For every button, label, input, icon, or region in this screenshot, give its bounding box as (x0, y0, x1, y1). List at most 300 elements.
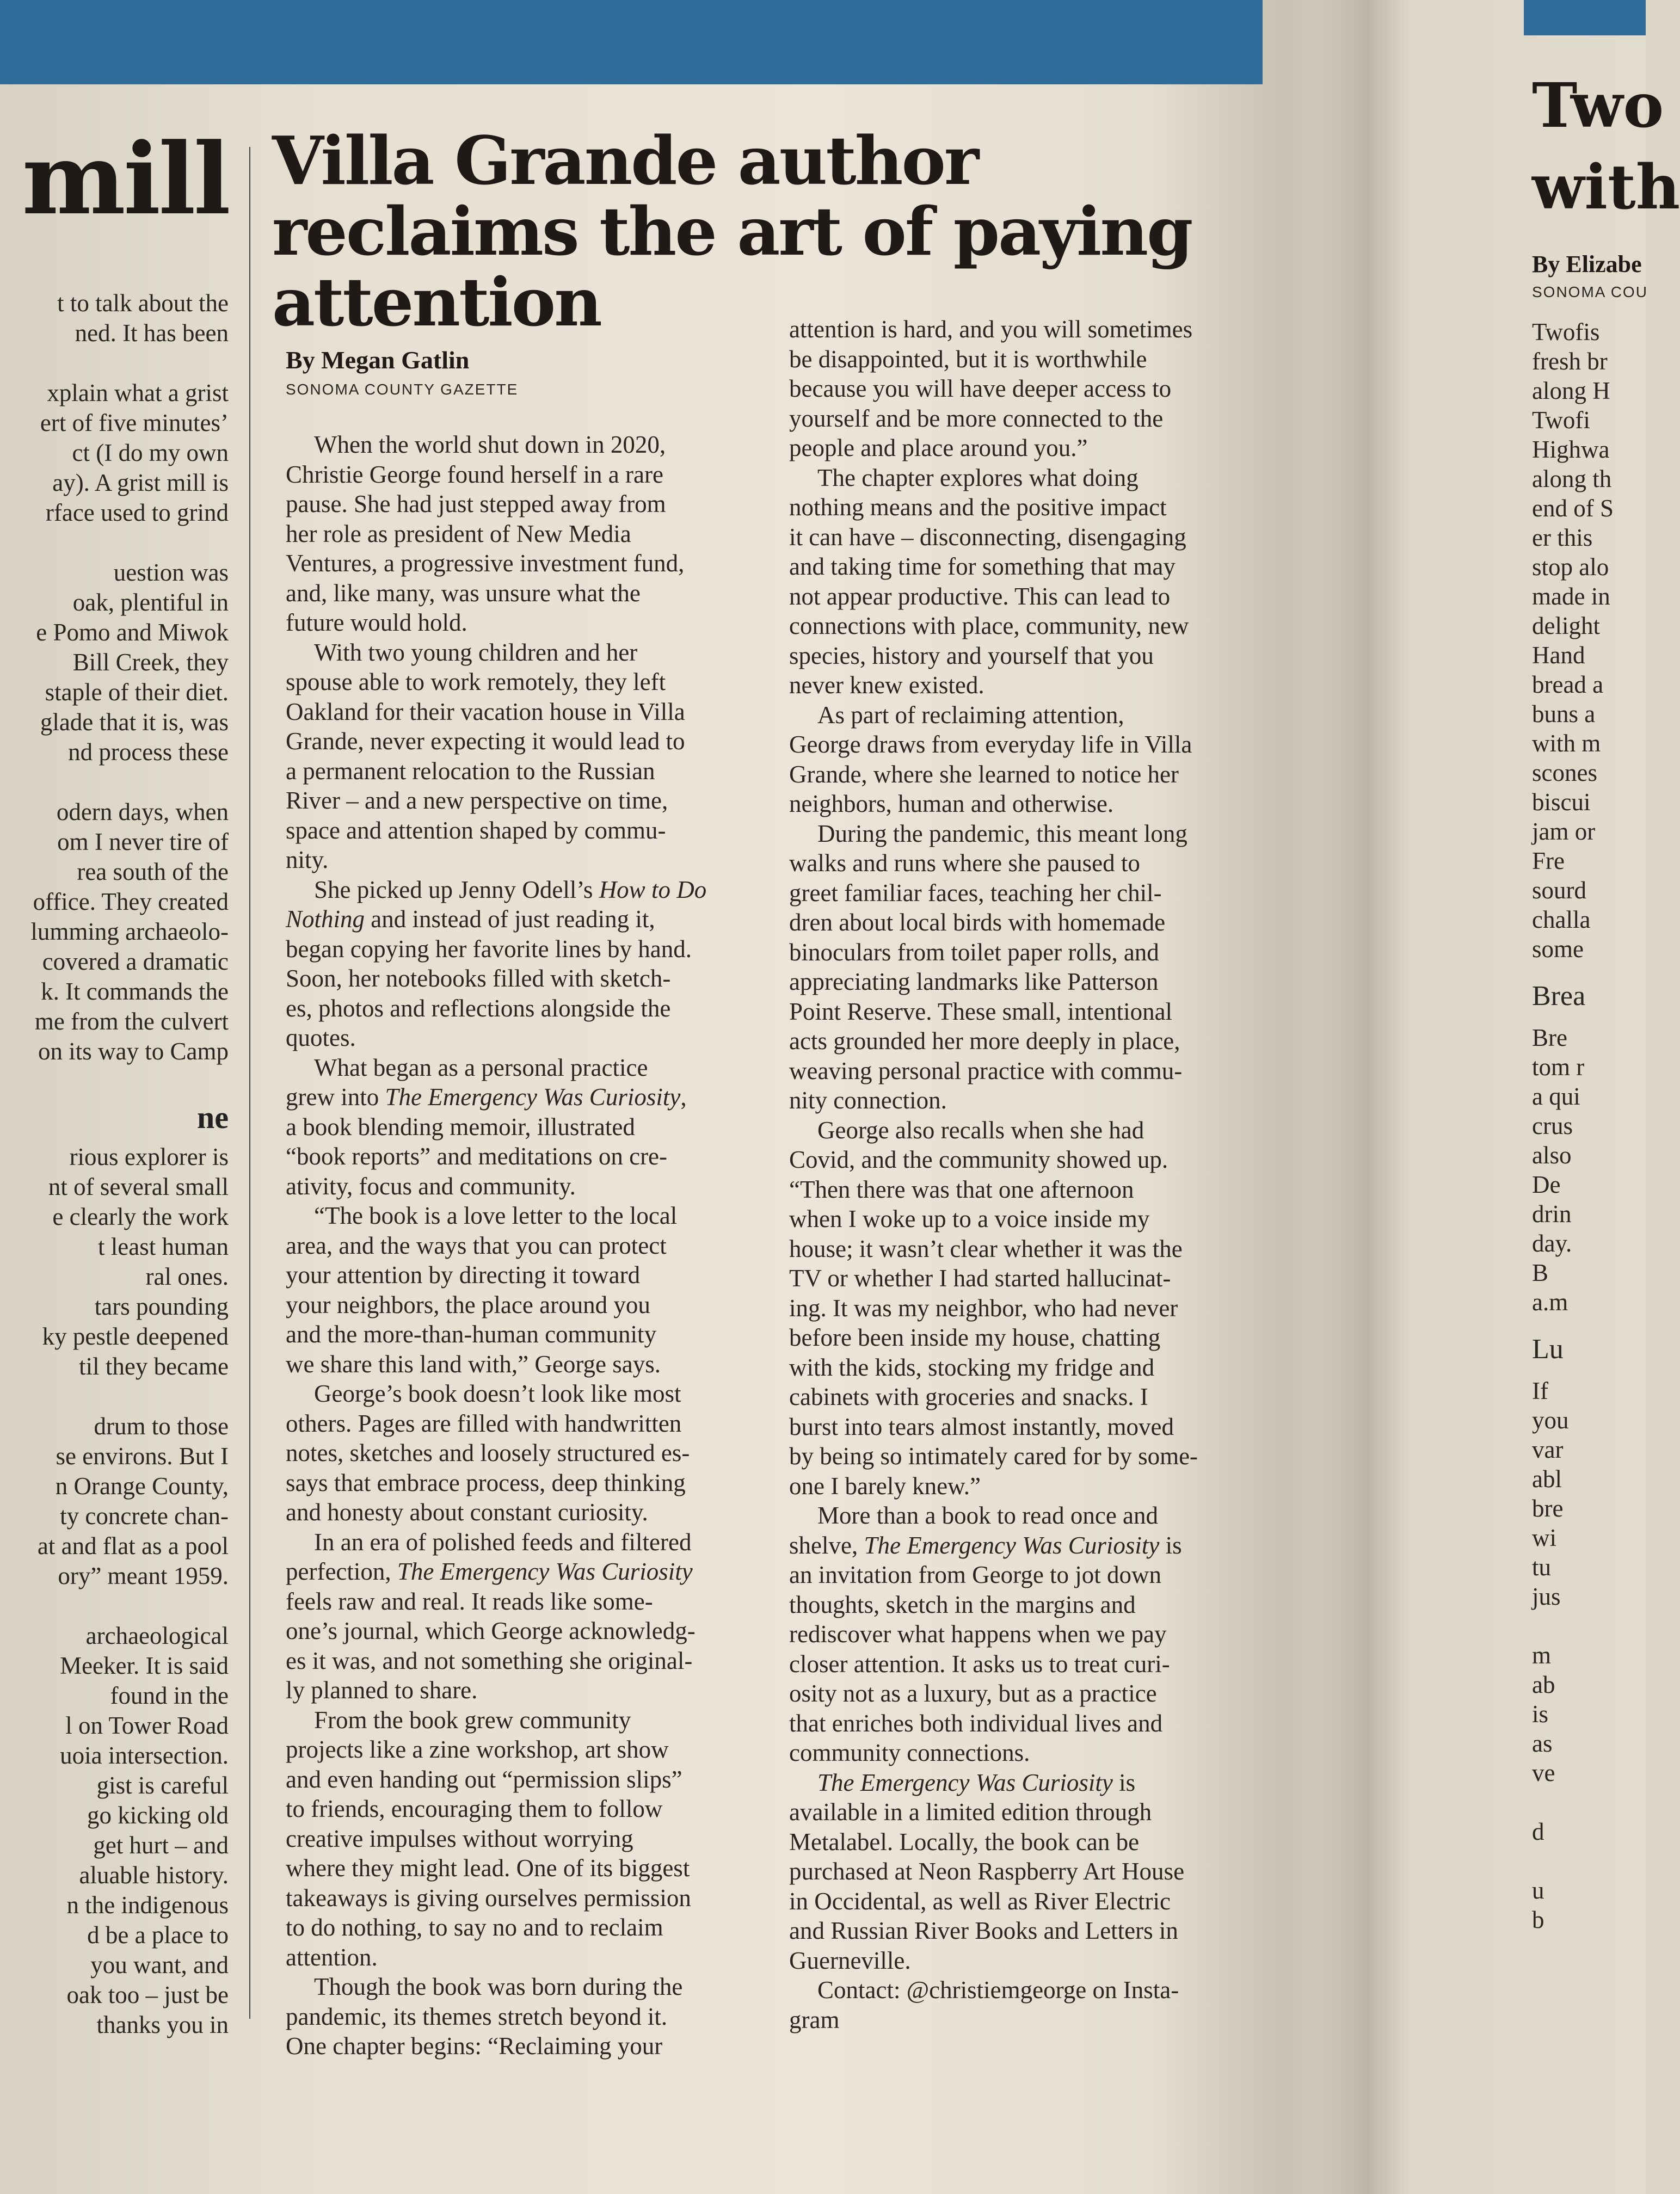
text-run: greet familiar faces, teaching her chil- (789, 879, 1162, 907)
text-line (286, 430, 776, 460)
text-line (789, 463, 1295, 493)
text-line: me from the culvert (34, 1008, 229, 1035)
text-line (286, 994, 776, 1024)
text-run: Point Reserve. These small, intentional (789, 997, 1173, 1025)
text-line: day. (1532, 1230, 1572, 1257)
text-line: ve (1532, 1759, 1555, 1786)
text-line: odern days, when (56, 798, 229, 825)
text-line: bre (1532, 1495, 1564, 1522)
text-line (286, 1587, 776, 1617)
right-article (1532, 65, 1680, 1934)
text-run: when I woke up to a voice inside my (789, 1205, 1150, 1232)
text-run: Christie George found herself in a rare (286, 460, 663, 488)
text-line (286, 1497, 776, 1527)
text-line: m (1532, 1642, 1552, 1669)
text-run: “The book is a love letter to the local (314, 1202, 678, 1229)
text-line: nd process these (68, 738, 229, 766)
text-line (789, 908, 1295, 938)
text-line: along th (1532, 465, 1612, 492)
text-line (286, 548, 776, 578)
text-line (286, 460, 776, 490)
text-line (789, 433, 1295, 463)
right-article-headline-1: Two (1532, 70, 1664, 141)
text-run: neighbors, human and otherwise. (789, 790, 1114, 817)
text-line: found in the (110, 1682, 229, 1709)
text-line: with m (1532, 730, 1601, 757)
text-run: and instead of just reading it, (365, 905, 655, 933)
text-line: Twofis (1532, 318, 1600, 346)
text-run: available in a limited edition through (789, 1798, 1152, 1826)
text-line (789, 1649, 1295, 1679)
text-line: oak too – just be (66, 1981, 229, 2008)
text-run: cabinets with groceries and snacks. I (789, 1383, 1148, 1410)
text-line (789, 967, 1295, 997)
text-run: ly planned to share. (286, 1677, 478, 1704)
text-run: One chapter begins: “Reclaiming your (286, 2032, 663, 2060)
book-title-italic: Nothing (286, 905, 365, 933)
text-line: ral ones. (145, 1263, 229, 1290)
text-line (286, 1824, 776, 1854)
right-article-affiliation: SONOMA COU (1532, 284, 1648, 300)
text-line (789, 2005, 1295, 2035)
text-run: dren about local birds with homemade (789, 909, 1166, 936)
text-line (286, 1349, 776, 1379)
book-title-italic: The Emergency Was Curiosity (397, 1558, 693, 1585)
text-line: rious explorer is (69, 1143, 229, 1170)
text-line (286, 1735, 776, 1765)
text-line: abl (1532, 1465, 1562, 1493)
text-line (789, 1264, 1295, 1293)
text-run: TV or whether I had started hallucinat- (789, 1265, 1171, 1292)
text-line: ty concrete chan- (60, 1502, 229, 1530)
text-line (789, 848, 1295, 878)
text-run: appreciating landmarks like Patterson (789, 968, 1159, 995)
text-run: we share this land with,” George says. (286, 1350, 661, 1378)
text-run: community connections. (789, 1739, 1030, 1766)
text-run: is (1159, 1531, 1182, 1559)
text-line (789, 730, 1295, 760)
text-line (789, 1441, 1295, 1471)
text-run: species, history and yourself that you (789, 642, 1154, 669)
text-run: Grande, never expecting it would lead to (286, 728, 685, 755)
text-line (789, 1768, 1295, 1798)
text-run: says that embrace process, deep thinking (286, 1469, 686, 1496)
text-line (286, 1290, 776, 1320)
text-line (286, 1172, 776, 1201)
text-line (789, 670, 1295, 700)
text-line: covered a dramatic (42, 948, 229, 975)
text-run: a book blending memoir, illustrated (286, 1113, 635, 1141)
text-line: thanks you in (96, 2011, 229, 2038)
text-run: future would hold. (286, 609, 467, 636)
text-line: drum to those (94, 1413, 229, 1440)
text-line (286, 726, 776, 756)
text-run: not appear productive. This can lead to (789, 582, 1171, 610)
text-line (286, 964, 776, 994)
text-run: Grande, where she learned to notice her (789, 760, 1179, 788)
text-line (286, 697, 776, 727)
text-line (789, 1026, 1295, 1056)
paragraph-gap (0, 1382, 229, 1412)
text-line (286, 667, 776, 697)
text-line (789, 819, 1295, 849)
text-line (286, 1201, 776, 1231)
text-line: rea south of the (77, 858, 229, 885)
text-run: in Occidental, as well as River Electric (789, 1887, 1171, 1915)
text-run: area, and the ways that you can protect (286, 1231, 667, 1259)
text-line (286, 1468, 776, 1498)
text-line: uestion was (113, 559, 229, 586)
text-run: before been inside my house, chatting (789, 1324, 1161, 1351)
text-line (789, 760, 1295, 790)
text-run: yourself and be more connected to the (789, 404, 1164, 432)
text-line (789, 1234, 1295, 1264)
text-line: as (1532, 1730, 1553, 1757)
text-run: attention. (286, 1943, 378, 1971)
text-line (789, 1946, 1295, 1976)
text-run: thoughts, sketch in the margins and (789, 1591, 1136, 1618)
text-run: Though the book was born during the (314, 1973, 683, 2000)
text-line: l on Tower Road (65, 1712, 229, 1739)
text-line: you (1532, 1407, 1569, 1434)
text-line: If (1532, 1377, 1548, 1404)
text-line (789, 878, 1295, 908)
text-line: archaeological (85, 1622, 229, 1649)
text-line (286, 1765, 776, 1795)
article-column-1 (286, 430, 776, 2061)
text-line (789, 611, 1295, 641)
text-line: d be a place to (87, 1921, 229, 1949)
text-line (286, 1943, 776, 1973)
paragraph-gap (0, 767, 229, 797)
text-run: She picked up Jenny Odell’s (314, 876, 599, 903)
text-line: Twofi (1532, 406, 1590, 434)
text-line (789, 344, 1295, 374)
text-line: n the indigenous (66, 1891, 229, 1919)
text-run: takeaways is giving ourselves permission (286, 1884, 691, 1912)
text-run: More than a book to read once and (817, 1502, 1159, 1529)
text-line (286, 1646, 776, 1676)
book-title-italic: The Emergency Was Curiosity (817, 1768, 1113, 1796)
book-title-italic: The Emergency Was Curiosity (385, 1083, 681, 1111)
text-line: xplain what a grist (47, 379, 229, 406)
text-line: t to talk about the (57, 289, 229, 317)
text-line: office. They created (33, 888, 229, 915)
book-title-italic: The Emergency Was Curiosity (864, 1531, 1160, 1559)
text-line (789, 582, 1295, 612)
text-line: at and flat as a pool (37, 1532, 229, 1560)
text-line (1532, 1846, 1673, 1876)
text-line: along H (1532, 377, 1610, 404)
text-line (286, 1557, 776, 1587)
text-line (286, 1883, 776, 1913)
text-line: ory” meant 1959. (58, 1562, 229, 1589)
text-line: tom r (1532, 1053, 1585, 1081)
text-line (1532, 1788, 1673, 1817)
text-line (789, 641, 1295, 671)
text-run: nothing means and the positive impact (789, 494, 1167, 521)
text-run: people and place around you.” (789, 434, 1088, 461)
text-line (789, 997, 1295, 1027)
right-article-headline-2: with (1532, 152, 1680, 223)
text-run: Metalabel. Locally, the book can be (789, 1828, 1140, 1856)
text-line: til they became (79, 1353, 229, 1380)
text-run: one I barely knew.” (789, 1472, 981, 1500)
text-line: fresh br (1532, 348, 1608, 375)
left-article-body (0, 288, 229, 2040)
left-article (0, 122, 229, 2177)
text-line (789, 1471, 1295, 1501)
text-line: er this (1532, 524, 1593, 551)
text-run: and, like many, was unsure what the (286, 579, 641, 607)
text-line: end of S (1532, 495, 1614, 522)
column-rule-left (249, 147, 250, 2019)
text-run: pause. She had just stepped away from (286, 490, 666, 517)
text-line: gist is careful (96, 1772, 229, 1799)
text-run: space and attention shaped by commu- (286, 816, 666, 844)
text-line (789, 1501, 1295, 1531)
text-line (286, 1705, 776, 1735)
text-line (286, 1260, 776, 1290)
right-article-byline: By Elizabe (1532, 251, 1642, 278)
text-run: a permanent relocation to the Russian (286, 757, 655, 785)
text-run: What began as a personal practice (314, 1053, 648, 1081)
text-line: ned. It has been (75, 319, 229, 347)
text-line: De (1532, 1171, 1561, 1198)
text-run: , (680, 1083, 687, 1111)
text-line (789, 1738, 1295, 1768)
text-line (789, 1204, 1295, 1234)
text-run: one’s journal, which George acknowledg- (286, 1617, 696, 1644)
right-article-subhead: Lu (1532, 1334, 1564, 1365)
text-run: is (1112, 1768, 1136, 1796)
text-run: With two young children and her (314, 638, 638, 666)
text-line: tars pounding (94, 1293, 229, 1320)
text-line: oak, plentiful in (72, 589, 229, 616)
text-line: Highwa (1532, 436, 1610, 463)
text-line (789, 789, 1295, 819)
right-article-body (1532, 317, 1673, 1934)
text-run: feels raw and real. It reads like some- (286, 1587, 653, 1615)
text-line (789, 315, 1295, 344)
text-line (286, 2002, 776, 2032)
text-run: Soon, her notebooks filled with sketch- (286, 965, 671, 992)
text-run: weaving personal practice with commu- (789, 1057, 1183, 1084)
text-run: where they might lead. One of its biggest (286, 1854, 690, 1882)
text-line: sourd (1532, 877, 1586, 904)
text-line: staple of their diet. (45, 679, 229, 706)
text-run: creative impulses without worrying (286, 1825, 633, 1852)
text-line (286, 1438, 776, 1468)
text-line: glade that it is, was (40, 708, 229, 736)
text-run: by being so intimately cared for by some- (789, 1443, 1198, 1470)
text-run: acts grounded her more deeply in place, (789, 1027, 1180, 1055)
text-line (286, 845, 776, 875)
text-run: be disappointed, but it is worthwhile (789, 345, 1147, 373)
text-line: e Pomo and Miwok (36, 619, 229, 646)
text-run: es, photos and reflections alongside the (286, 994, 671, 1022)
text-run: your attention by directing it toward (286, 1261, 641, 1289)
text-line: k. It commands the (41, 978, 229, 1005)
left-article-headline: mill (22, 122, 229, 237)
text-line: bread a (1532, 671, 1604, 698)
text-run: When the world shut down in 2020, (314, 431, 666, 458)
text-line (286, 2031, 776, 2061)
text-run: walks and runs where she paused to (789, 849, 1140, 877)
text-line: ert of five minutes’ (40, 409, 229, 436)
text-run: es it was, and not something she original- (286, 1647, 693, 1674)
text-line: drin (1532, 1200, 1572, 1228)
book-title-italic: How to Do (599, 876, 707, 903)
text-line: go kicking old (87, 1802, 229, 1829)
text-run: with the kids, stocking my fridge and (789, 1353, 1155, 1381)
text-run: and Russian River Books and Letters in (789, 1917, 1178, 1944)
text-line (789, 1175, 1295, 1205)
text-run: shelve, (789, 1531, 864, 1559)
text-line: you want, and (90, 1951, 229, 1979)
text-line: b (1532, 1906, 1544, 1933)
text-line (286, 1112, 776, 1142)
text-run: grew into (286, 1083, 385, 1111)
text-run: Guerneville. (789, 1946, 911, 1974)
text-line: om I never tire of (57, 828, 229, 855)
text-line (286, 608, 776, 638)
text-line: Bill Creek, they (72, 649, 229, 676)
text-line: biscui (1532, 788, 1591, 816)
text-run: closer attention. It asks us to treat curi- (789, 1650, 1170, 1678)
text-run: George’s book doesn’t look like most (314, 1380, 681, 1407)
text-line (789, 1827, 1295, 1857)
text-line (789, 1293, 1295, 1323)
text-line (789, 1323, 1295, 1353)
text-line (789, 1086, 1295, 1116)
text-run: nity. (286, 846, 329, 873)
text-line (286, 578, 776, 608)
page-color-band-right (1524, 0, 1646, 35)
text-line: delight (1532, 612, 1600, 639)
text-line: a.m (1532, 1289, 1568, 1316)
article-affiliation: SONOMA COUNTY GAZETTE (286, 381, 519, 398)
text-line (286, 756, 776, 786)
text-run: attention is hard, and you will sometimes (789, 316, 1193, 343)
text-run: binoculars from toilet paper rolls, and (789, 938, 1159, 966)
text-line: scones (1532, 759, 1597, 786)
text-line (286, 1082, 776, 1112)
text-line (286, 1972, 776, 2002)
text-line: Hand (1532, 642, 1585, 669)
text-run: Ventures, a progressive investment fund, (286, 550, 685, 577)
text-run: house; it wasn’t clear whether it was the (789, 1235, 1183, 1262)
text-run: her role as president of New Media (286, 520, 631, 547)
text-run: During the pandemic, this meant long (817, 819, 1187, 847)
text-run: In an era of polished feeds and filtered (314, 1528, 692, 1556)
text-line (286, 1913, 776, 1943)
text-run: began copying her favorite lines by hand. (286, 935, 692, 963)
text-line (789, 1887, 1295, 1916)
text-line: var (1532, 1436, 1564, 1463)
text-line: crus (1532, 1112, 1573, 1139)
text-line (789, 700, 1295, 730)
text-run: Contact: @christiemgeorge on Insta- (817, 1976, 1179, 2004)
text-line (286, 1675, 776, 1705)
text-run: osity not as a luxury, but as a practice (789, 1680, 1157, 1707)
text-line (789, 1531, 1295, 1561)
text-line: stop alo (1532, 553, 1609, 581)
text-run: never knew existed. (789, 671, 984, 699)
text-run: that enriches both individual lives and (789, 1709, 1163, 1737)
left-article-subhead: ne (197, 1100, 229, 1135)
text-line (1532, 1611, 1673, 1641)
text-line: ct (I do my own (72, 439, 229, 466)
text-line: ay). A grist mill is (52, 469, 229, 496)
text-line (286, 1616, 776, 1646)
text-line (286, 1379, 776, 1409)
text-line: a qui (1532, 1083, 1580, 1110)
text-line (789, 1353, 1295, 1383)
text-run: and honesty about constant curiosity. (286, 1499, 648, 1526)
text-run: The chapter explores what doing (817, 464, 1139, 491)
text-line (286, 1527, 776, 1557)
text-run: because you will have deeper access to (789, 375, 1172, 402)
text-run: and even handing out “permission slips” (286, 1765, 682, 1793)
text-line: buns a (1532, 700, 1596, 728)
text-line (789, 374, 1295, 404)
article-headline: Villa Grande author reclaims the art of paying attention (272, 121, 1192, 341)
text-line: nt of several small (48, 1173, 229, 1200)
text-line (789, 1412, 1295, 1442)
text-line (789, 1975, 1295, 2005)
text-run: to friends, encouraging them to follow (286, 1795, 663, 1822)
text-run: quotes. (286, 1024, 356, 1051)
text-line (789, 1116, 1295, 1145)
text-line: wi (1532, 1524, 1556, 1551)
text-line (789, 1679, 1295, 1709)
text-line (286, 638, 776, 668)
text-line: d (1532, 1818, 1544, 1845)
text-run: projects like a zine workshop, art show (286, 1736, 669, 1763)
text-run: spouse able to work remotely, they left (286, 668, 666, 695)
text-line (789, 1382, 1295, 1412)
text-line: uoia intersection. (60, 1742, 229, 1769)
text-line (789, 938, 1295, 967)
text-line (789, 1709, 1295, 1739)
text-line: u (1532, 1877, 1544, 1904)
page-fold-shadow (1317, 0, 1410, 2194)
text-line (789, 404, 1295, 434)
text-line (286, 1320, 776, 1349)
text-line (789, 1916, 1295, 1946)
text-run: George draws from everyday life in Villa (789, 731, 1192, 758)
text-run: gram (789, 2006, 840, 2033)
text-line (286, 816, 776, 846)
text-line (789, 552, 1295, 582)
paragraph-gap (0, 528, 229, 558)
text-line: tu (1532, 1554, 1552, 1581)
text-line (286, 1409, 776, 1439)
text-line (789, 1797, 1295, 1827)
text-line: B (1532, 1259, 1549, 1286)
text-line: ky pestle deepened (42, 1323, 229, 1350)
text-line (286, 786, 776, 816)
text-run: and taking time for something that may (789, 553, 1176, 580)
text-line (789, 1590, 1295, 1620)
text-line: e clearly the work (52, 1203, 229, 1230)
text-line (286, 1142, 776, 1172)
text-run: purchased at Neon Raspberry Art House (789, 1858, 1185, 1885)
text-run: connections with place, community, new (789, 612, 1189, 639)
text-line (789, 522, 1295, 552)
text-line (789, 492, 1295, 522)
